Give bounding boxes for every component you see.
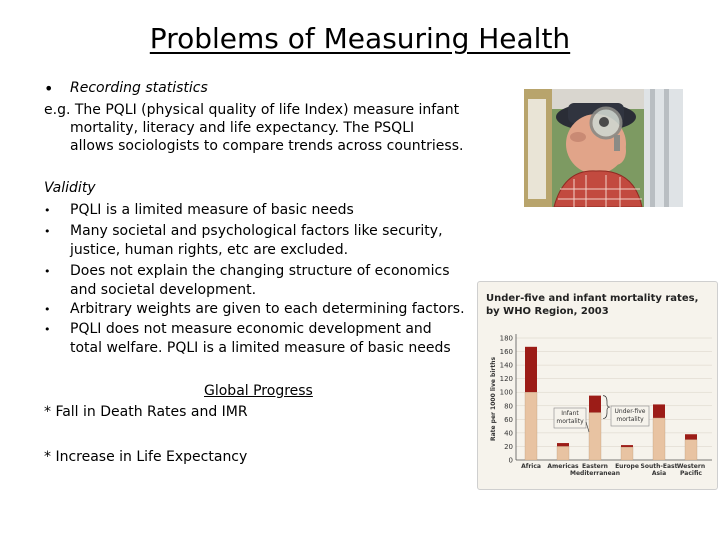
x-tick-label: Asia bbox=[651, 470, 667, 477]
example-line-1: e.g. The PQLI (physical quality of life Index) measure infant bbox=[44, 102, 460, 118]
validity-bullet: • bbox=[44, 265, 51, 278]
x-tick-label: Eastern bbox=[582, 463, 608, 470]
bar-under-five bbox=[525, 347, 537, 392]
y-tick-label: 100 bbox=[499, 388, 513, 397]
progress-item-death-rates: * Fall in Death Rates and IMR bbox=[44, 404, 248, 420]
recording-bullet: • bbox=[44, 79, 54, 98]
bar-under-five bbox=[685, 434, 697, 439]
legend-under-five-label: Under-five bbox=[614, 408, 646, 415]
figure-title-line-1: Under-five and infant mortality rates, bbox=[486, 293, 699, 304]
x-tick-label: Europe bbox=[615, 463, 639, 470]
x-tick-label: Western bbox=[676, 463, 706, 470]
x-tick-label: South-East bbox=[640, 463, 678, 470]
slide-title: Problems of Measuring Health bbox=[149, 22, 571, 55]
under-five-brace bbox=[603, 396, 610, 419]
y-tick-label: 180 bbox=[499, 334, 513, 343]
y-tick-label: 40 bbox=[504, 429, 513, 438]
bar-under-five bbox=[653, 404, 665, 418]
validity-item-line: PQLI does not measure economic development and bbox=[70, 321, 432, 337]
y-tick-label: 0 bbox=[508, 456, 513, 465]
global-progress-heading: Global Progress bbox=[204, 383, 313, 399]
validity-item-line: Arbitrary weights are given to each determining factors. bbox=[70, 301, 465, 317]
x-tick-label: Pacific bbox=[680, 470, 702, 477]
y-tick-label: 80 bbox=[504, 402, 513, 411]
bar-infant bbox=[589, 413, 601, 460]
bar-infant bbox=[685, 440, 697, 460]
bar-under-five bbox=[621, 445, 633, 447]
legend-under-five-label: mortality bbox=[616, 416, 644, 423]
validity-bullet: • bbox=[44, 303, 51, 316]
figure-title-line-2: by WHO Region, 2003 bbox=[486, 306, 609, 317]
y-tick-label: 160 bbox=[499, 348, 513, 357]
mortality-rates-figure bbox=[477, 281, 718, 490]
validity-item-line: and societal development. bbox=[70, 281, 257, 298]
validity-bullet: • bbox=[44, 323, 51, 336]
bar-under-five bbox=[557, 443, 569, 446]
y-axis-label: Rate per 1000 live births bbox=[490, 356, 497, 442]
x-tick-label: Mediterranean bbox=[570, 470, 620, 477]
bar-infant bbox=[653, 418, 665, 460]
example-line-3: allows sociologists to compare trends across countriess. bbox=[70, 138, 464, 154]
validity-item-line: justice, human rights, etc are excluded. bbox=[70, 241, 349, 258]
legend-infant-label: mortality bbox=[556, 418, 584, 425]
validity-bullet: • bbox=[44, 225, 51, 238]
example-line-2: mortality, literacy and life expectancy. The PSQLI bbox=[70, 120, 415, 136]
bar-infant bbox=[621, 447, 633, 460]
bar-under-five bbox=[589, 396, 601, 413]
validity-item-line: Does not explain the changing structure of economics bbox=[70, 263, 450, 279]
validity-bullet: • bbox=[44, 204, 51, 217]
y-tick-label: 140 bbox=[499, 361, 513, 370]
recording-heading: Recording statistics bbox=[70, 80, 208, 96]
validity-item-line: total welfare. PQLI is a limited measure of basic needs bbox=[70, 339, 451, 356]
progress-item-life-expectancy: * Increase in Life Expectancy bbox=[44, 449, 248, 465]
validity-heading: Validity bbox=[44, 180, 96, 196]
validity-item-line: Many societal and psychological factors like security, bbox=[70, 223, 443, 239]
bar-infant bbox=[525, 392, 537, 460]
man-with-magnifying-glass-photo bbox=[524, 89, 683, 207]
x-tick-label: Americas bbox=[547, 463, 579, 470]
validity-item-line: PQLI is a limited measure of basic needs bbox=[70, 202, 354, 218]
y-tick-label: 20 bbox=[504, 442, 513, 451]
x-tick-label: Africa bbox=[521, 463, 541, 470]
y-tick-label: 120 bbox=[499, 375, 513, 384]
bar-infant bbox=[557, 446, 569, 460]
infant-pointer-line bbox=[586, 422, 589, 432]
y-tick-label: 60 bbox=[504, 415, 513, 424]
legend-infant-label: Infant bbox=[561, 410, 579, 417]
